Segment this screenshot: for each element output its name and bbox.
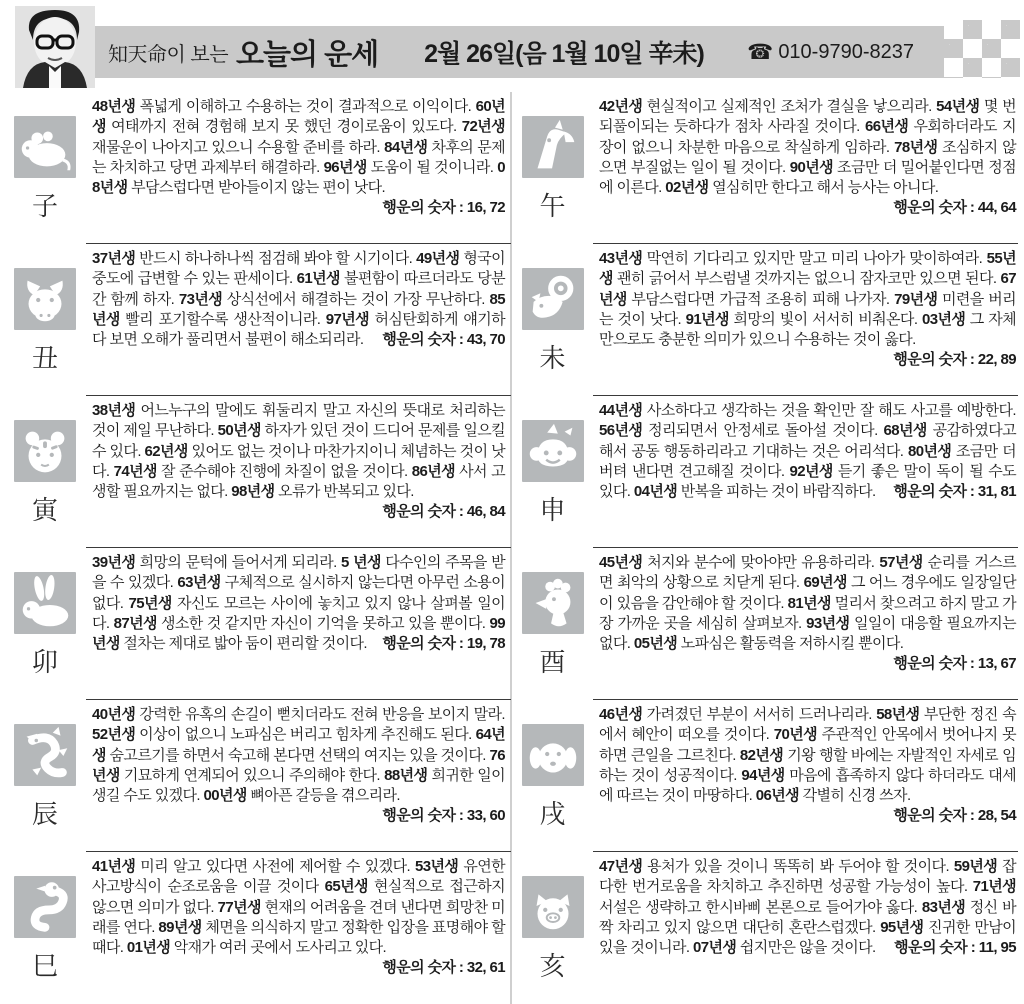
tiger-icon [14, 420, 76, 482]
zodiac-row [4, 700, 511, 852]
zodiac-hanzi: 丑 [31, 343, 58, 374]
dragon-icon [14, 724, 76, 786]
zodiac-hanzi: 巳 [31, 951, 58, 982]
fortune-text: 47년생 용처가 있을 것이니 똑똑히 봐 두어야 할 것이다. 59년생 잡다한 번거로움을 차치하고 추진하면 성공할 가능성이 높다. 71년생 서설은 생략하고 한시바삐 본론으로 들어가야 옳다. 83년생 정신 바짝 차리고 있지 않으면 대단히 혼란스럽겠다. 95년생 진귀한 만남이 있을 것이니라. 07년생 쉽지만은 않을 것이다. 행운의 숫자 : 11, 95 [593, 852, 1018, 1004]
zodiac-row [4, 548, 511, 700]
monkey-icon [522, 420, 584, 482]
rooster-icon [522, 572, 584, 634]
date-label: 2월 26일(음 1월 10일 辛未) [424, 40, 704, 68]
checkerboard-decoration [944, 20, 1020, 78]
zodiac-row [4, 396, 511, 548]
lucky-numbers: 행운의 숫자 : 11, 95 [894, 939, 1016, 957]
fortune-text: 37년생 반드시 하나하나씩 점검해 봐야 할 시기이다. 49년생 형국이 중도에 급변할 수 있는 판세이다. 61년생 불편함이 따르더라도 당분간 함께 하자. 73년생 상식선에서 해결하는 것이 가장 무난하다. 85년생 빨리 포기할수록 생산적이니라. 97년생 허심탄회하게 얘기하다 보면 오해가 풀리면서 불편이 해소되리라. 행운의 숫자 : 43, 70 [86, 244, 511, 395]
lucky-numbers: 행운의 숫자 : 31, 81 [893, 483, 1016, 501]
fortune-text: 44년생 사소하다고 생각하는 것을 확인만 잘 해도 사고를 예방한다. 56년생 정리되면서 안정세로 돌아설 것이다. 68년생 공감하였다고 해서 공동 행동하리라고 기대하는 것은 어리석다. 80년생 조금만 더 버텨 낸다면 견고해질 것이다. 92년생 듣기 좋은 말이 독이 될 수도 있다. 04년생 반복을 피하는 것이 바람직하다. 행운의 숫자 : 31, 81 [593, 396, 1018, 547]
dog-icon [522, 724, 584, 786]
pig-icon [522, 876, 584, 938]
zodiac-columns [0, 92, 1024, 1004]
goat-icon [522, 268, 584, 330]
fortune-text: 38년생 어느누구의 말에도 휘둘리지 말고 자신의 뜻대로 처리하는 것이 제일 무난하다. 50년생 하자가 있던 것이 드디어 문제를 일으킬 수 있다. 62년생 있어도 없는 것이나 마찬가지이니 체념하는 것이 낫다. 74년생 잘 준수해야 진행에 차질이 없을 것이다. 86년생 사서 고생할 필요까지는 없다. 98년생 오류가 반복되고 있다. 행운의 숫자 : 46, 84 [86, 396, 511, 547]
lucky-numbers: 행운의 숫자 : 43, 70 [382, 331, 505, 349]
zodiac-hanzi: 辰 [31, 799, 58, 830]
rat-icon [14, 116, 76, 178]
page-header [0, 0, 1024, 92]
author-portrait [15, 6, 95, 88]
left-column [4, 92, 511, 1004]
right-column [511, 92, 1018, 1004]
page-title: 오늘의 운세 [236, 38, 379, 71]
lucky-numbers: 행운의 숫자 : 13, 67 [893, 655, 1016, 673]
zodiac-row [4, 852, 511, 1004]
zodiac-row [511, 396, 1018, 548]
zodiac-hanzi: 戌 [539, 799, 566, 830]
contact-phone [747, 40, 914, 65]
lucky-numbers: 행운의 숫자 : 32, 61 [382, 959, 505, 977]
zodiac-hanzi: 亥 [539, 951, 566, 982]
zodiac-row [511, 548, 1018, 700]
zodiac-hanzi: 午 [539, 191, 566, 222]
lucky-numbers: 행운의 숫자 : 22, 89 [893, 351, 1016, 369]
zodiac-row [4, 244, 511, 396]
zodiac-hanzi: 子 [31, 191, 58, 222]
fortune-text: 45년생 처지와 분수에 맞아야만 유용하리라. 57년생 순리를 거스르면 최악의 상황으로 치닫게 된다. 69년생 그 어느 경우에도 일장일단이 있음을 감안해야 할 것이다. 81년생 멀리서 찾으려고 하지 말고 가장 가까운 곳을 세심히 살펴보자. 93년생 일일이 대응할 필요까지는 없다. 05년생 노파심은 활동력을 저하시킬 뿐이다. 행운의 숫자 : 13, 67 [593, 548, 1018, 699]
phone-icon: ☎ [747, 40, 774, 64]
snake-icon [14, 876, 76, 938]
zodiac-row [511, 700, 1018, 852]
lucky-numbers: 행운의 숫자 : 19, 78 [382, 635, 505, 653]
fortune-text: 42년생 현실적이고 실제적인 조처가 결실을 낳으리라. 54년생 몇 번 되풀이되는 듯하다가 점차 사라질 것이다. 66년생 우회하더라도 지장이 없으니 차분한 마음으로 착실하게 임하라. 78년생 조심하지 않으면 부질없는 일이 될 것이다. 90년생 조금만 더 밀어붙인다면 정점에 이른다. 02년생 열심히만 한다고 해서 능사는 아니다. 행운의 숫자 : 44, 64 [593, 92, 1018, 243]
lucky-numbers: 행운의 숫자 : 28, 54 [893, 807, 1016, 825]
zodiac-hanzi: 卯 [31, 647, 58, 678]
author-prefix: 知天命이 보는 [108, 43, 229, 66]
zodiac-row [511, 852, 1018, 1004]
ox-icon [14, 268, 76, 330]
lucky-numbers: 행운의 숫자 : 33, 60 [382, 807, 505, 825]
horse-icon [522, 116, 584, 178]
fortune-text: 39년생 희망의 문턱에 들어서게 되리라. 5 년생 다수인의 주목을 받을 수 있겠다. 63년생 구체적으로 실시하지 않는다면 아무런 소용이 없다. 75년생 자신도 모르는 사이에 놓치고 있지 않나 살펴볼 일이다. 87년생 생소한 것 같지만 자신이 기억을 못하고 있을 뿐이다. 99년생 절차는 제대로 밟아 둠이 편리할 것이다. 행운의 숫자 : 19, 78 [86, 548, 511, 699]
header-band [16, 26, 1018, 78]
rabbit-icon [14, 572, 76, 634]
lucky-numbers: 행운의 숫자 : 46, 84 [382, 503, 505, 521]
zodiac-hanzi: 酉 [539, 647, 566, 678]
fortune-text: 48년생 폭넓게 이해하고 수용하는 것이 결과적으로 이익이다. 60년생 여태까지 전혀 경험해 보지 못 했던 경이로움이 있도다. 72년생 재물운이 나아지고 있으니 수용할 준비를 하라. 84년생 차후의 문제는 차치하고 당면 과제부터 해결하라. 96년생 도움이 될 것이니라. 08년생 부담스럽다면 받아들이지 않는 편이 낫다. 행운의 숫자 : 16, 72 [86, 92, 511, 243]
zodiac-hanzi: 申 [539, 495, 566, 526]
zodiac-hanzi: 未 [539, 343, 566, 374]
lucky-numbers: 행운의 숫자 : 16, 72 [382, 199, 505, 217]
fortune-text: 46년생 가려졌던 부분이 서서히 드러나리라. 58년생 부단한 정진 속에서 혜안이 떠오를 것이다. 70년생 주관적인 안목에서 벗어나지 못하면 큰일을 그르친다. 82년생 기왕 행할 바에는 자발적인 자세로 임하는 것이 성공적이다. 94년생 마음에 흡족하지 않다 하더라도 대세에 따르는 것이 마땅하다. 06년생 각별히 신경 쓰자. 행운의 숫자 : 28, 54 [593, 700, 1018, 851]
lucky-numbers: 행운의 숫자 : 44, 64 [893, 199, 1016, 217]
zodiac-row [511, 244, 1018, 396]
fortune-text: 40년생 강력한 유혹의 손길이 뻗치더라도 전혀 반응을 보이지 말라. 52년생 이상이 없으니 노파심은 버리고 힘차게 추진해도 된다. 64년생 숨고르기를 하면서 숙고해 본다면 선택의 여지는 있을 것이다. 76년생 기묘하게 연계되어 있으니 주의해야 한다. 88년생 희귀한 일이 생길 수도 있겠다. 00년생 뼈아픈 갈등을 겪으리라. 행운의 숫자 : 33, 60 [86, 700, 511, 851]
phone-number: 010-9790-8237 [778, 40, 914, 63]
fortune-text: 41년생 미리 알고 있다면 사전에 제어할 수 있겠다. 53년생 유연한 사고방식이 순조로움을 이끌 것이다 65년생 현실적으로 접근하지 않으면 의미가 없다. 77년생 현재의 어려움을 견뎌 낸다면 희망찬 미래를 연다. 89년생 체면을 의식하지 말고 정확한 입장을 표명해야 할 때다. 01년생 악재가 여러 곳에서 도사리고 있다. 행운의 숫자 : 32, 61 [86, 852, 511, 1004]
fortune-text: 43년생 막연히 기다리고 있지만 말고 미리 나아가 맞이하여라. 55년생 괜히 긁어서 부스럼낼 것까지는 없으니 잠자코만 있으면 된다. 67년생 부담스럽다면 가급적 조용히 피해 나가자. 79년생 미련을 버리는 것이 낫다. 91년생 희망의 빛이 서서히 비춰온다. 03년생 그 자체만으로도 충분한 의미가 있으니 수용하는 것이 옳다. 행운의 숫자 : 22, 89 [593, 244, 1018, 395]
zodiac-row [4, 92, 511, 244]
zodiac-hanzi: 寅 [31, 495, 58, 526]
zodiac-row [511, 92, 1018, 244]
